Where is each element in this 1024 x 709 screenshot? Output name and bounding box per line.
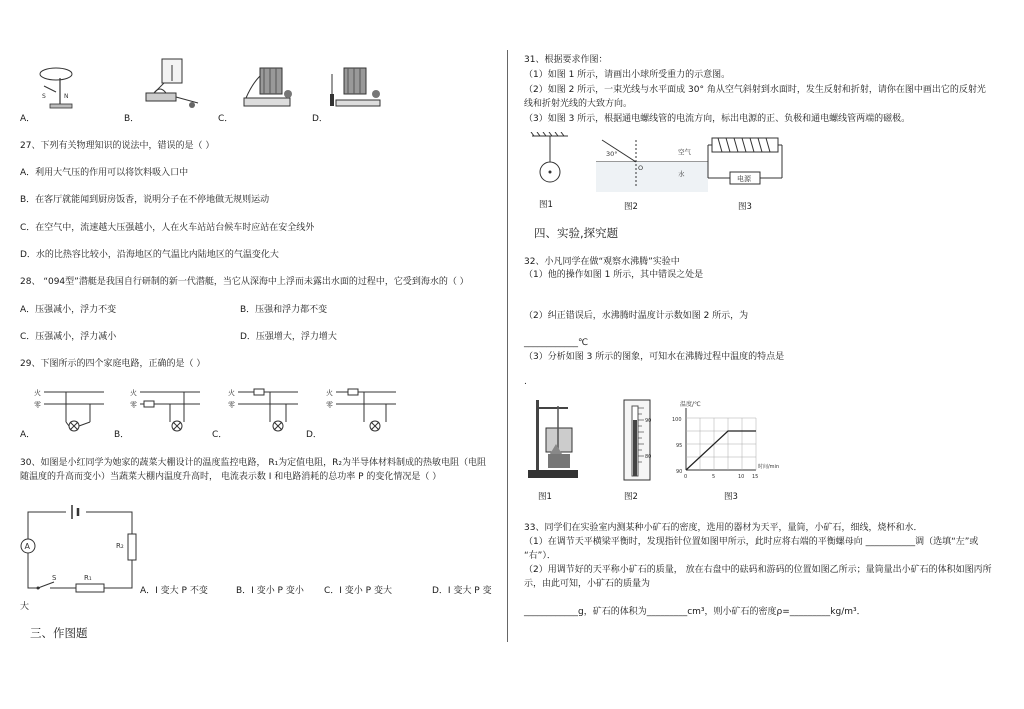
- q26-option-d[interactable]: D．: [312, 114, 328, 124]
- fig3-power-label: 电源: [737, 175, 751, 183]
- q31-fig1-caption: 图1: [539, 200, 553, 210]
- graph-ytick-90: 90: [676, 469, 683, 475]
- graph-xtick-0: 0: [684, 474, 688, 480]
- graph-xtick-10: 10: [738, 474, 745, 480]
- q28-stem: 28、 “094型”潜艇是我国自行研制的新一代潜艇，当它从深海中上浮而未露出水面的过程中，它受到海水的（ ）: [20, 277, 469, 287]
- q31-item-3: （3）如图 3 所示，根据通电螺线管的电流方向，标出电源的正、负极和通电螺线管两端的磁极。: [524, 114, 911, 124]
- column-divider: [507, 50, 508, 642]
- q30-option-a[interactable]: A．I 变大 P 不变: [140, 586, 208, 596]
- q31-item-2: （2）如图 2 所示，一束光线与水平面成 30° 角从空气斜射到水面时，发生反射和折射，请你在图中画出它的反射光: [524, 85, 986, 95]
- q27-option-d[interactable]: D．水的比热容比较小，沿海地区的气温比内陆地区的气温变化大: [20, 250, 279, 260]
- q33-stem: 33、同学们在实验室内测某种小矿石的密度，选用的器材为天平，量筒，小矿石，细线，烧杯和水．: [524, 523, 923, 533]
- q33-item-2a: （2）用调节好的天平称小矿石的质量， 放在右盘中的砝码和游码的位置如图乙所示；量筒量出小矿石的体积如图丙所: [524, 565, 992, 575]
- q33-item-1a: （1）在调节天平横梁平衡时，发现指针位置如图甲所示，此时应将右端的平衡螺母向 ___________调（选填“左”或: [524, 537, 979, 547]
- q29-d-live-label: 火: [326, 389, 333, 397]
- q31-fig3-solenoid: [706, 132, 786, 192]
- section-3-title: 三、作图题: [30, 626, 88, 640]
- q29-d-neutral-label: 零: [326, 401, 333, 409]
- q33-item-2b: 示，由此可知，小矿石的质量为: [524, 579, 651, 589]
- q28-option-a[interactable]: A．压强减小，浮力不变: [20, 305, 117, 315]
- q30-stem-line2: 随温度的升高而变小）当蔬菜大棚内温度升高时， 电流表示数 I 和电路消耗的总功率 P 的变化情况是（ ）: [20, 472, 442, 482]
- q30-option-d[interactable]: D．I 变大 P 变: [432, 586, 492, 596]
- q31-fig1-pendulum: [530, 132, 570, 190]
- thermo-tick-90: 90: [645, 418, 652, 424]
- graph-xtick-5: 5: [712, 474, 716, 480]
- q31-item-2-cont: 线和折射光线的大致方向。: [524, 99, 633, 109]
- q27-option-a[interactable]: A．利用大气压的作用可以将饮料吸入口中: [20, 168, 189, 178]
- right-column: [510, 0, 1024, 709]
- q28-option-c[interactable]: C．压强减小，浮力减小: [20, 332, 117, 342]
- q33-answer-line[interactable]: ____________g，矿石的体积为_________cm³，则小矿石的密度ρ=_________kg/m³．: [524, 607, 866, 617]
- q32-item-3: （3）分析如图 3 所示的图象，可知水在沸腾过程中温度的特点是: [524, 352, 785, 362]
- q31-fig2-caption: 图2: [624, 202, 638, 212]
- q28-option-d[interactable]: D．压强增大，浮力增大: [240, 332, 337, 342]
- q27-option-c[interactable]: C．在空气中，流速越大压强越小，人在火车站站台候车时应站在安全线外: [20, 223, 315, 233]
- q32-fig3-graph: [672, 398, 792, 482]
- q29-option-b[interactable]: B．: [114, 430, 130, 440]
- ammeter-label: A: [24, 542, 30, 551]
- q29-circuit-a: [34, 386, 104, 436]
- q32-fig2-caption: 图2: [624, 492, 638, 502]
- q28-option-b[interactable]: B．压强和浮力都不变: [240, 305, 328, 315]
- q29-option-c[interactable]: C．: [212, 430, 228, 440]
- switch-label: S: [52, 574, 57, 582]
- q26-option-b[interactable]: B．: [124, 114, 140, 124]
- graph-xtick-15: 15: [752, 474, 759, 480]
- q29-stem: 29、下图所示的四个家庭电路，正确的是（ ）: [20, 359, 206, 369]
- fig2-o-label: O: [638, 164, 644, 172]
- q32-fig2-thermometer: [618, 398, 662, 482]
- left-column: [0, 0, 505, 709]
- q26-figure-d: [326, 64, 388, 114]
- q31-stem: 31、根据要求作图：: [524, 55, 608, 65]
- q31-item-1: （1）如图 1 所示，请画出小球所受重力的示意图。: [524, 70, 731, 80]
- q31-fig3-caption: 图3: [738, 202, 752, 212]
- graph-ytick-100: 100: [672, 417, 682, 423]
- q31-fig2-refraction: [596, 134, 708, 192]
- q29-a-neutral-label: 零: [34, 401, 41, 409]
- svg-text:S: S: [42, 93, 46, 100]
- graph-xlabel: 时间/min: [758, 464, 780, 470]
- q29-c-live-label: 火: [228, 389, 235, 397]
- q32-answer-dot: .: [524, 377, 527, 387]
- q26-option-a[interactable]: A．: [20, 114, 36, 124]
- thermo-tick-80: 80: [645, 454, 652, 460]
- r1-label: R₁: [84, 574, 92, 582]
- graph-ylabel: 温度/℃: [680, 401, 701, 408]
- q32-fig1-caption: 图1: [538, 492, 552, 502]
- q29-circuit-d: [326, 386, 396, 436]
- q32-stem: 32、小凡同学在做“观察水沸腾”实验中: [524, 257, 680, 267]
- q29-b-live-label: 火: [130, 389, 137, 397]
- q27-option-b[interactable]: B．在客厅就能闻到厨房饭香，说明分子在不停地做无规则运动: [20, 195, 270, 205]
- q32-item-1: （1）他的操作如图 1 所示，其中错误之处是: [524, 270, 704, 280]
- q30-option-d-wrap: 大: [20, 602, 30, 612]
- q29-circuit-c: [228, 386, 298, 436]
- q29-circuit-b: [130, 386, 200, 436]
- q27-stem: 27、下列有关物理知识的说法中，错误的是（ ）: [20, 141, 215, 151]
- q29-c-neutral-label: 零: [228, 401, 235, 409]
- q33-item-1b: “右”）．: [524, 551, 556, 561]
- section-4-title: 四、实验,探究题: [534, 226, 619, 240]
- q29-a-live-label: 火: [34, 389, 41, 397]
- q30-stem-line1: 30、如图是小红同学为她家的蔬菜大棚设计的温度监控电路， R₁为定值电阻，R₂为半导体材料制成的热敏电阻（电阻: [20, 458, 487, 468]
- fig2-angle-label: 30°: [606, 150, 618, 158]
- q29-b-neutral-label: 零: [130, 401, 137, 409]
- q26-figure-a: [34, 62, 82, 114]
- q32-blank[interactable]: ____________℃: [524, 338, 589, 348]
- graph-ytick-95: 95: [676, 443, 683, 449]
- q26-option-c[interactable]: C．: [218, 114, 234, 124]
- q32-fig3-caption: 图3: [724, 492, 738, 502]
- q26-figure-c: [236, 64, 298, 114]
- fig2-air-label: 空气: [678, 148, 691, 156]
- q30-option-b[interactable]: B．I 变小 P 变小: [236, 586, 304, 596]
- r2-label: R₂: [116, 542, 124, 550]
- q30-option-c[interactable]: C．I 变小 P 变大: [324, 586, 392, 596]
- q30-circuit-diagram: [14, 500, 142, 595]
- fig2-water-label: 水: [678, 170, 685, 178]
- q29-option-d[interactable]: D．: [306, 430, 322, 440]
- q32-item-2: （2）纠正错误后，水沸腾时温度计示数如图 2 所示，为: [524, 311, 749, 321]
- q29-option-a[interactable]: A．: [20, 430, 36, 440]
- q32-fig1-apparatus: [526, 398, 580, 482]
- q26-figure-b: [140, 57, 202, 115]
- svg-text:N: N: [64, 93, 69, 100]
